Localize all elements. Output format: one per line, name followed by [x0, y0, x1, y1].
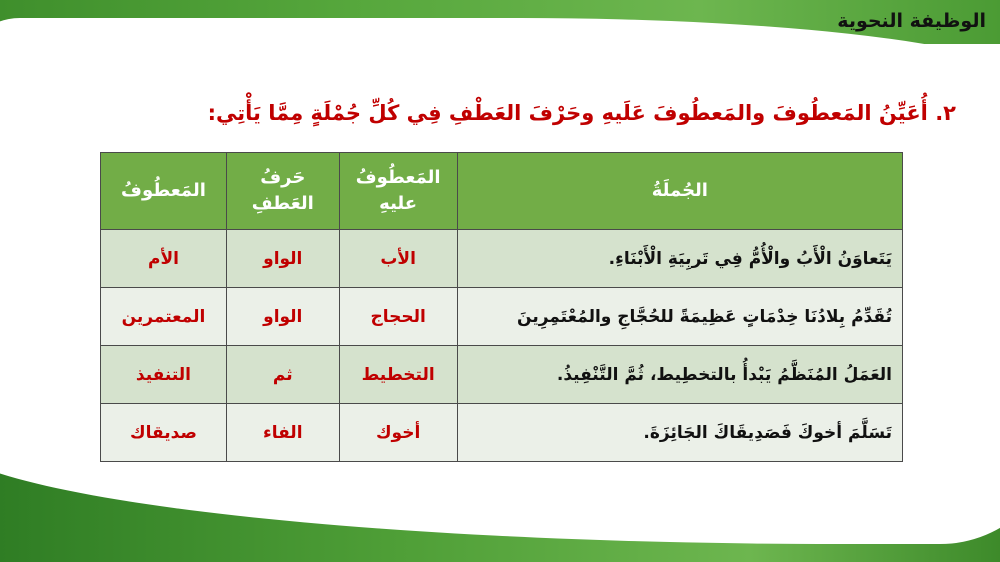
- table-header-row: [101, 153, 903, 230]
- ma3tuf-alayh-cell: التخطيط: [339, 346, 457, 404]
- ma3tuf-alayh-cell: الأب: [339, 230, 457, 288]
- table-row: [101, 288, 903, 346]
- table-row: [101, 346, 903, 404]
- header-ma3tuf-alayh: المَعطُوفُ عليهِ: [339, 153, 457, 230]
- table-row: [101, 230, 903, 288]
- harf-cell: الواو: [226, 288, 339, 346]
- sentence-cell: العَمَلُ المُنَظَّمُ يَبْدأُ بالتخطِيط، ثُمَّ التَّنْفِيذُ.: [457, 346, 902, 404]
- ma3tuf-alayh-cell: أخوك: [339, 404, 457, 462]
- header-ma3tuf: المَعطُوفُ: [101, 153, 227, 230]
- sentence-cell: يَتَعاوَنُ الْأَبُ والْأُمُّ فِي تَربِيَةِ الْأَبْنَاءِ.: [457, 230, 902, 288]
- header-harf-al-atf: حَرفُ العَطفِ: [226, 153, 339, 230]
- ma3tuf-cell: صديقاك: [101, 404, 227, 462]
- ma3tuf-cell: الأم: [101, 230, 227, 288]
- answer-table: [100, 152, 903, 462]
- sentence-cell: تَسَلَّمَ أخوكَ فَصَدِيقَاكَ الجَائِزَةَ.: [457, 404, 902, 462]
- sentence-cell: تُقَدِّمُ بِلادُنَا خِدْمَاتٍ عَظِيمَةً للحُجَّاجِ والمُعْتَمِرِينَ: [457, 288, 902, 346]
- slide-title: الوظيفة النحوية: [837, 10, 986, 32]
- ma3tuf-alayh-cell: الحجاج: [339, 288, 457, 346]
- question-text: ٢. أُعَيِّنُ المَعطُوفَ والمَعطُوفَ عَلَيهِ وحَرْفَ العَطْفِ فِي كُلِّ جُمْلَةٍ مِمَّا يَأْتِي:: [207, 101, 956, 125]
- ma3tuf-cell: المعتمرين: [101, 288, 227, 346]
- header-sentence: الجُملَةُ: [457, 153, 902, 230]
- harf-cell: ثم: [226, 346, 339, 404]
- harf-cell: الواو: [226, 230, 339, 288]
- harf-cell: الفاء: [226, 404, 339, 462]
- ma3tuf-cell: التنفيذ: [101, 346, 227, 404]
- table-row: [101, 404, 903, 462]
